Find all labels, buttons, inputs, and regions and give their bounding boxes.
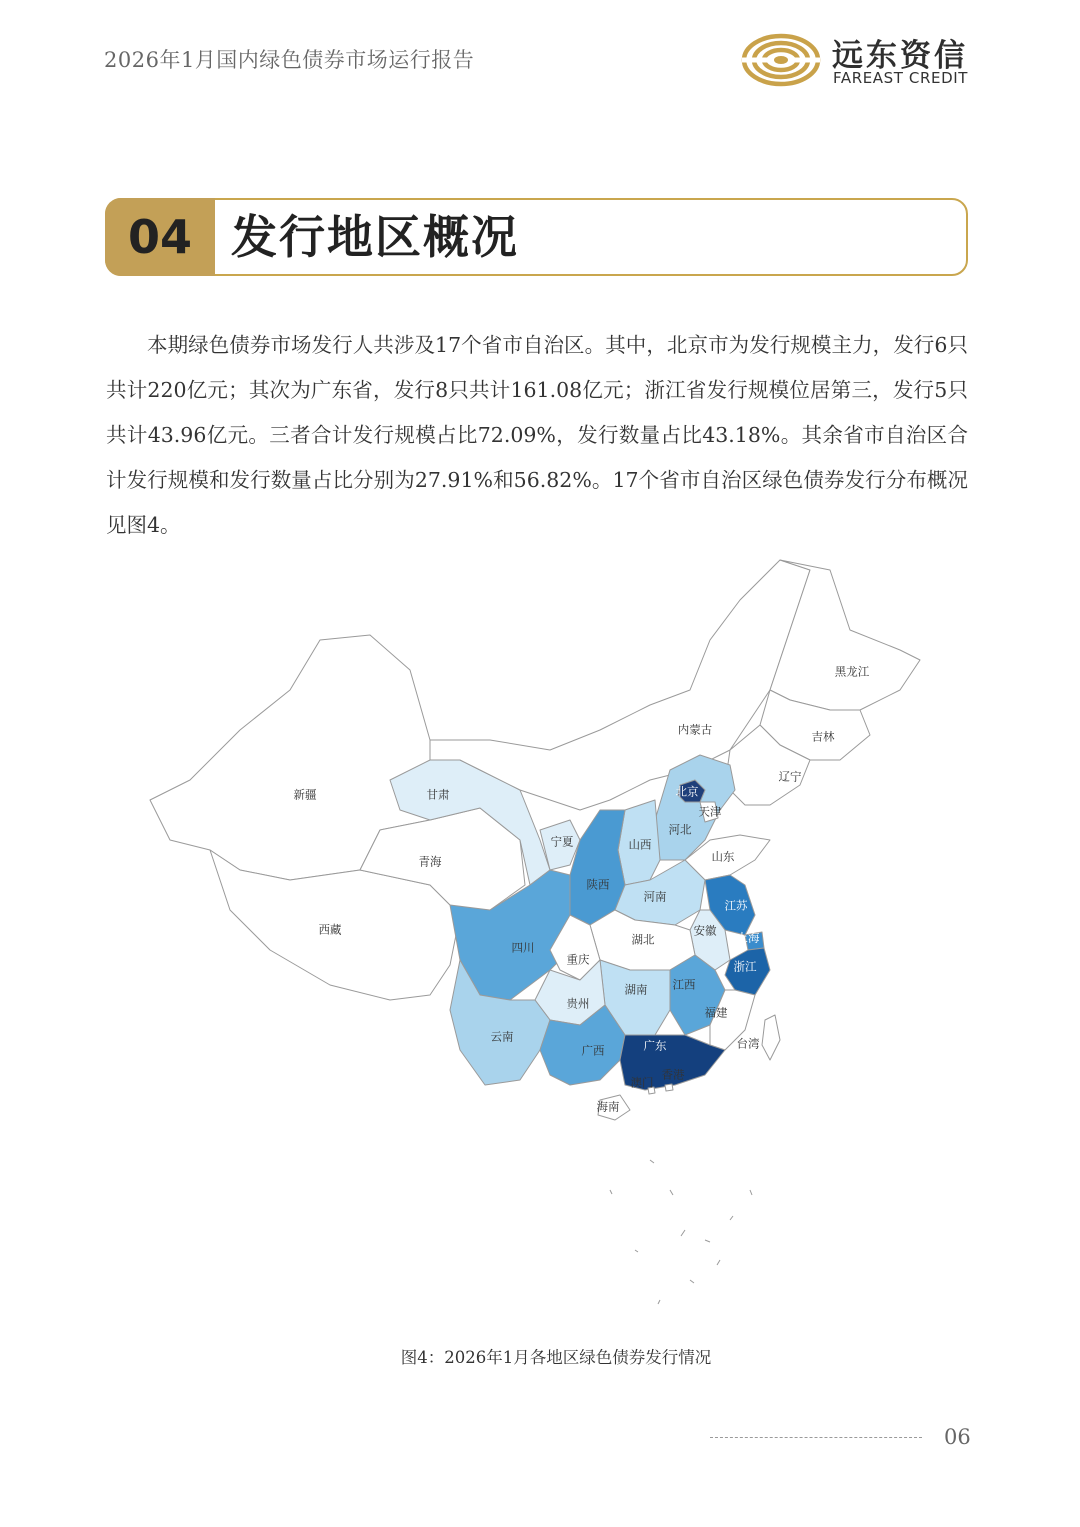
region-label-zhejiang: 浙江 [733,959,757,974]
region-label-shanxi: 山西 [628,837,652,852]
page-header-title: 2026年1月国内绿色债券市场运行报告 [104,48,475,72]
company-logo [740,26,980,94]
section-number: 04 [105,198,215,276]
region-label-chongqing: 重庆 [566,952,590,967]
region-label-beijing: 北京 [675,784,699,799]
region-label-shanghai: 上海 [736,930,760,945]
region-label-jiangsu: 江苏 [724,898,748,913]
region-label-heilongjiang: 黑龙江 [834,664,870,679]
region-label-jilin: 吉林 [811,729,835,744]
region-label-ningxia: 宁夏 [550,834,574,849]
region-label-taiwan: 台湾 [736,1036,760,1051]
region-label-hongkong: 香港 [661,1067,685,1082]
page-number: 06 [944,1425,971,1449]
region-label-guizhou: 贵州 [566,996,590,1011]
region-label-xizang: 西藏 [318,922,342,937]
region-label-yunnan: 云南 [490,1029,514,1044]
region-label-hunan: 湖南 [624,982,648,997]
logo-chinese-name: 远东资信 [832,38,968,74]
section-title: 发行地区概况 [231,210,519,264]
region-label-hainan: 海南 [596,1099,620,1114]
region-label-xinjiang: 新疆 [293,787,317,802]
region-taiwan [762,1015,780,1060]
logo-mark-icon [740,26,822,90]
china-region-map [130,540,960,1320]
region-label-hebei: 河北 [668,822,692,837]
region-label-jiangxi: 江西 [672,977,696,992]
logo-english-name: FAREAST CREDIT [833,69,969,87]
footer-dashed-line [710,1437,922,1438]
region-label-liaoning: 辽宁 [778,769,802,784]
map-svg [130,540,960,1320]
region-label-shaanxi: 陕西 [586,877,610,892]
region-label-henan: 河南 [643,889,667,904]
region-label-shandong: 山东 [711,849,735,864]
region-label-neimenggu: 内蒙古 [677,722,713,737]
section-banner [105,198,968,276]
region-label-gansu: 甘肃 [426,787,450,802]
region-label-sichuan: 四川 [511,940,535,955]
region-hongkong [665,1084,673,1091]
region-label-hubei: 湖北 [631,932,655,947]
body-paragraph: 本期绿色债券市场发行人共涉及17个省市自治区。其中，北京市为发行规模主力，发行6只共计220亿元；其次为广东省，发行8只共计161.08亿元；浙江省发行规模位居第三，发行5只共计43.96亿元。三者合计发行规模占比72.09%，发行数量占比43.18%。其余省市自治区合计发行规模和发行数量占比分别为27.91%和56.82%。17个省市自治区绿色债券发行分布概况见图4。 [106,333,968,537]
region-label-guangdong: 广东 [643,1038,667,1053]
south-china-sea-islands [610,1160,752,1304]
region-label-tianjin: 天津 [698,804,722,819]
region-label-guangxi: 广西 [581,1043,605,1058]
region-label-macao: 澳门 [630,1075,654,1090]
figure-caption: 图4：2026年1月各地区绿色债券发行情况 [400,1348,712,1367]
region-label-qinghai: 青海 [418,854,442,869]
region-label-fujian: 福建 [704,1005,728,1020]
region-label-anhui: 安徽 [693,923,717,938]
